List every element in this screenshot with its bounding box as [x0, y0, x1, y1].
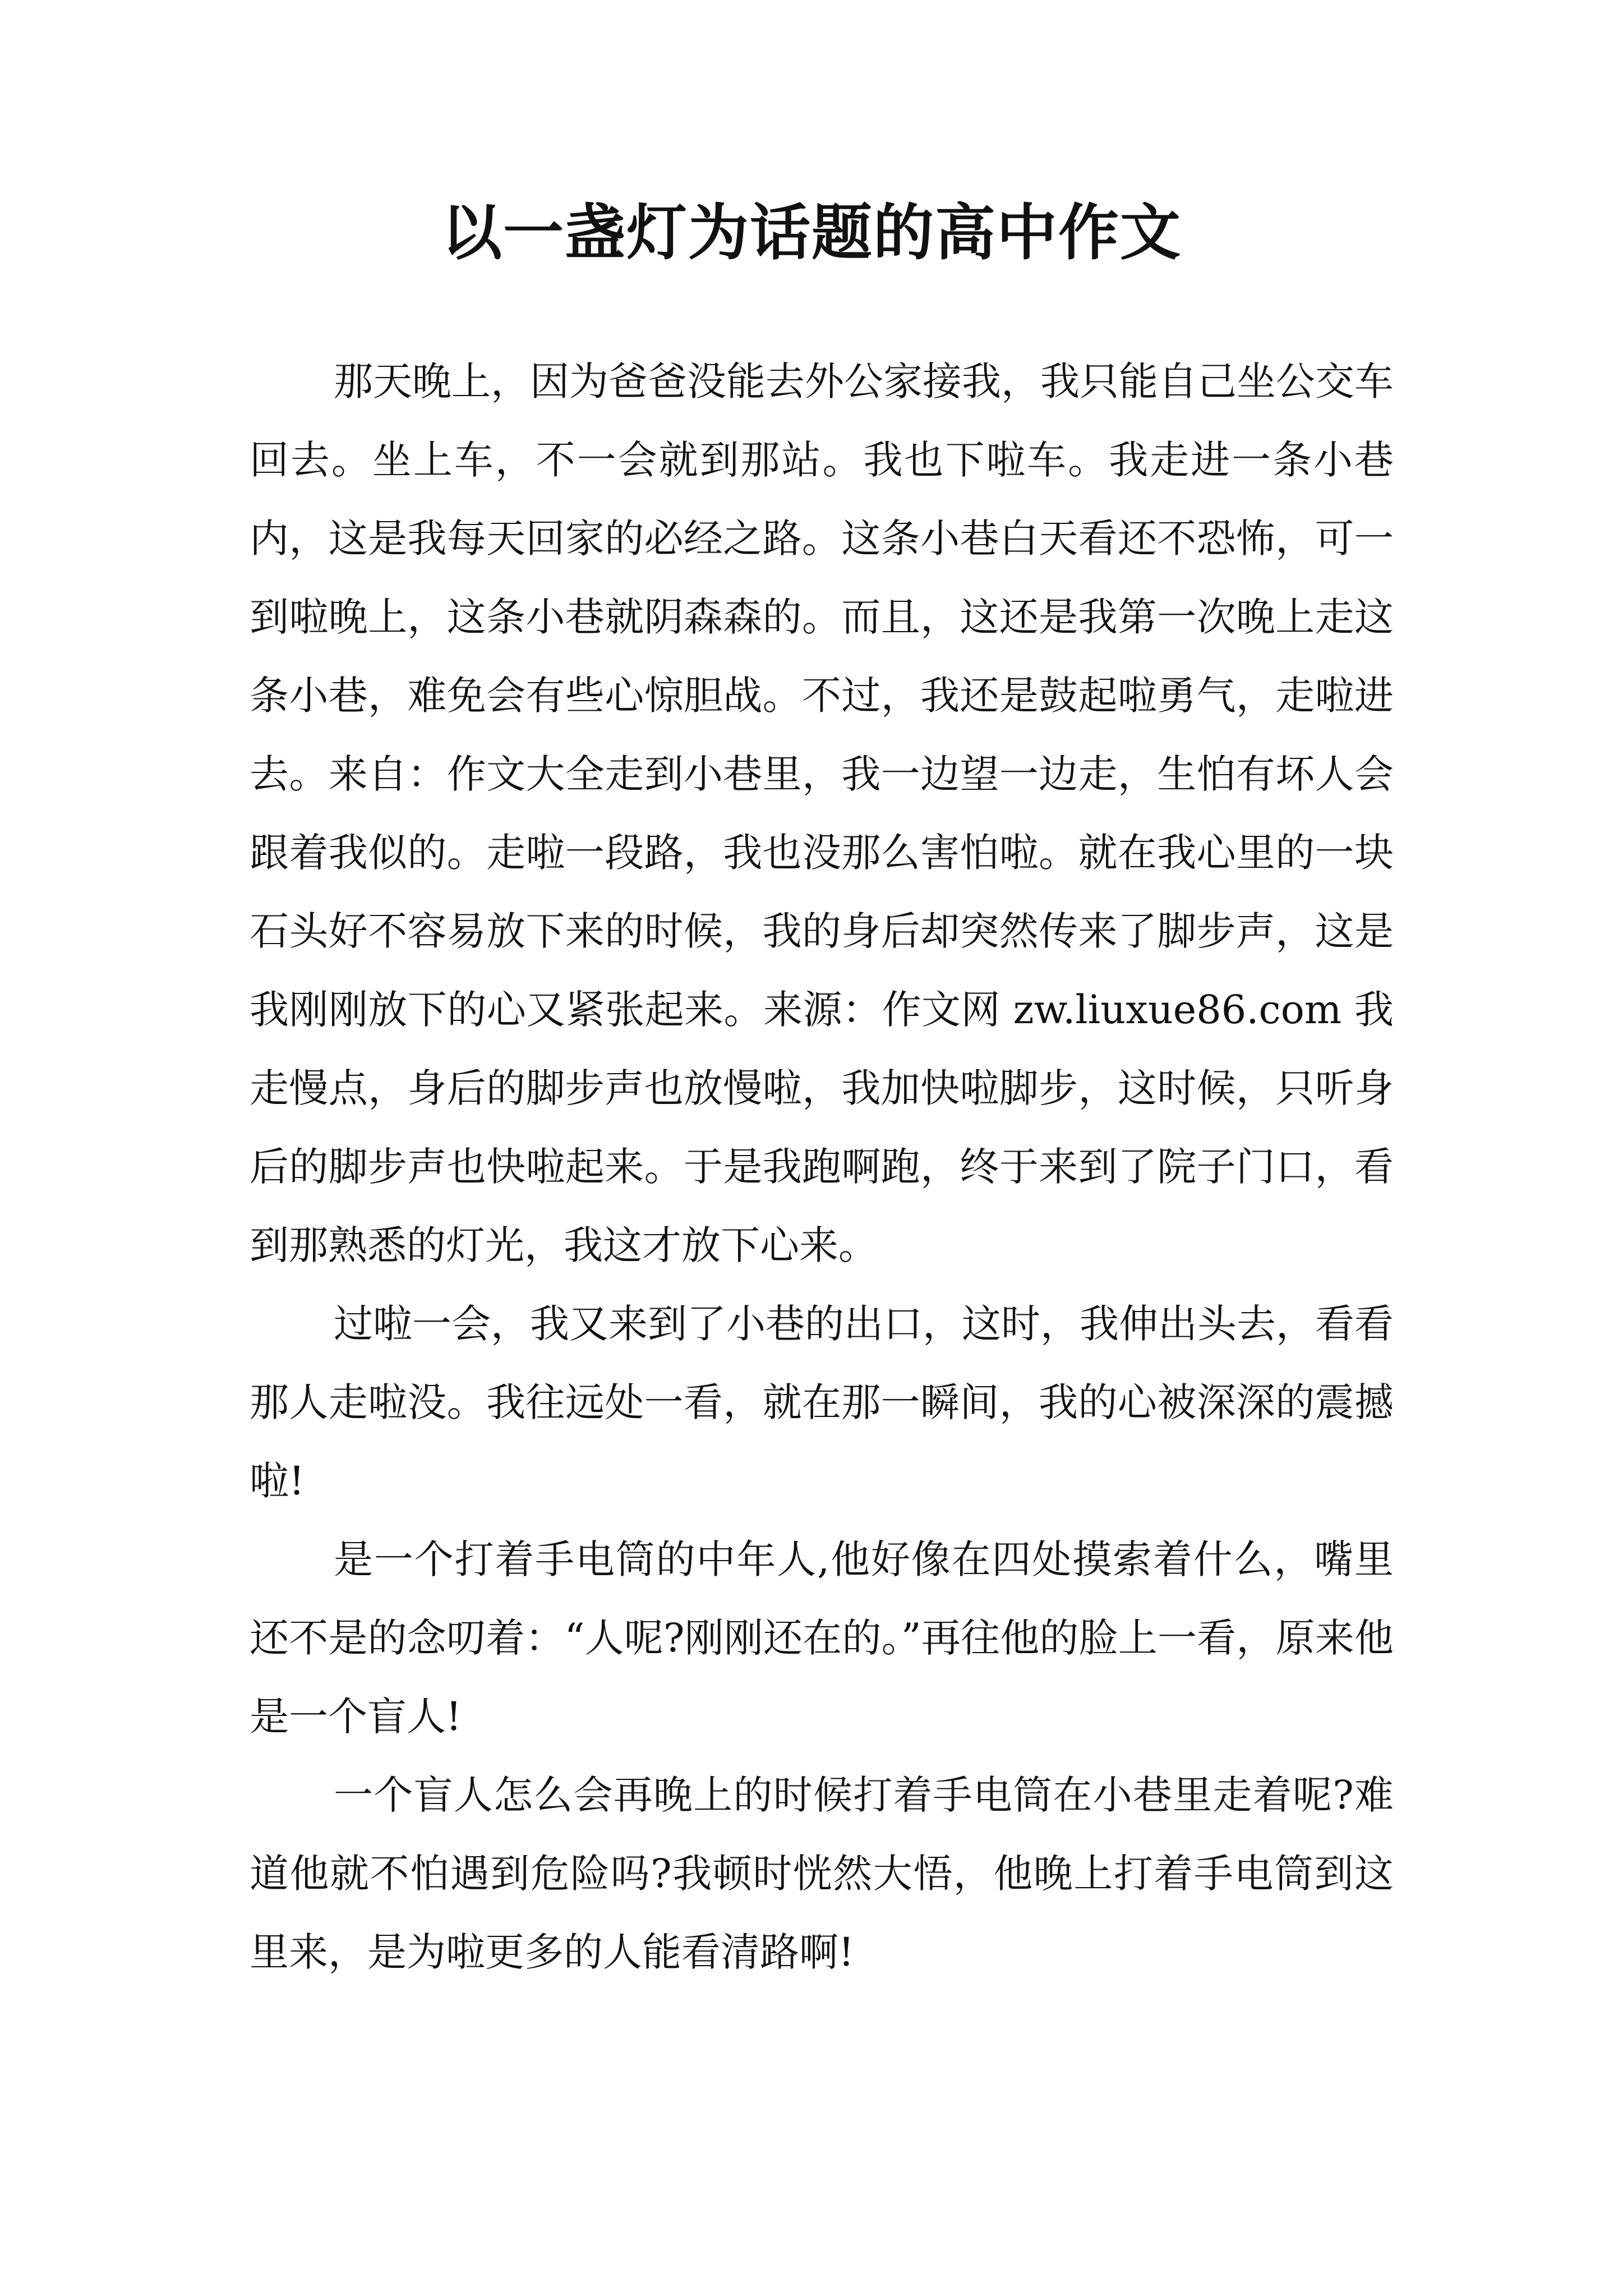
paragraph-2: 过啦一会，我又来到了小巷的出口，这时，我伸出头去，看看那人走啦没。我往远处一看，就在那一瞬间，我的心被深深的震撼啦!	[250, 1301, 1394, 1504]
paragraph-4: 一个盲人怎么会再晚上的时候打着手电筒在小巷里走着呢?难道他就不怕遇到危险吗?我顿时恍然大悟，他晚上打着手电筒到这里来，是为啦更多的人能看清路啊!	[250, 1772, 1394, 1975]
paragraph-3: 是一个打着手电筒的中年人,他好像在四处摸索着什么，嘴里还不是的念叨着：“人呢?刚刚还在的。”再往他的脸上一看，原来他是一个盲人!	[250, 1536, 1394, 1740]
document-body	[250, 342, 1394, 1991]
paragraph-1: 那天晚上，因为爸爸没能去外公家接我，我只能自己坐公交车回去。坐上车，不一会就到那站。我也下啦车。我走进一条小巷内，这是我每天回家的必经之路。这条小巷白天看还不恐怖，可一到啦晚上，这条小巷就阴森森的。而且，这还是我第一次晚上走这条小巷，难免会有些心惊胆战。不过，我还是鼓起啦勇气，走啦进去。来自：作文大全走到小巷里，我一边望一边走，生怕有坏人会跟着我似的。走啦一段路，我也没那么害怕啦。就在我心里的一块石头好不容易放下来的时候，我的身后却突然传来了脚步声，这是我刚刚放下的心又紧张起来。来源：作文网 zw.liuxue86.com 我走慢点，身后的脚步声也放慢啦，我加快啦脚步，这时候，只听身后的脚步声也快啦起来。于是我跑啊跑，终于来到了院子门口，看到那熟悉的灯光，我这才放下心来。	[250, 358, 1394, 1268]
document-title: 以一盏灯为话题的高中作文	[441, 197, 1182, 268]
